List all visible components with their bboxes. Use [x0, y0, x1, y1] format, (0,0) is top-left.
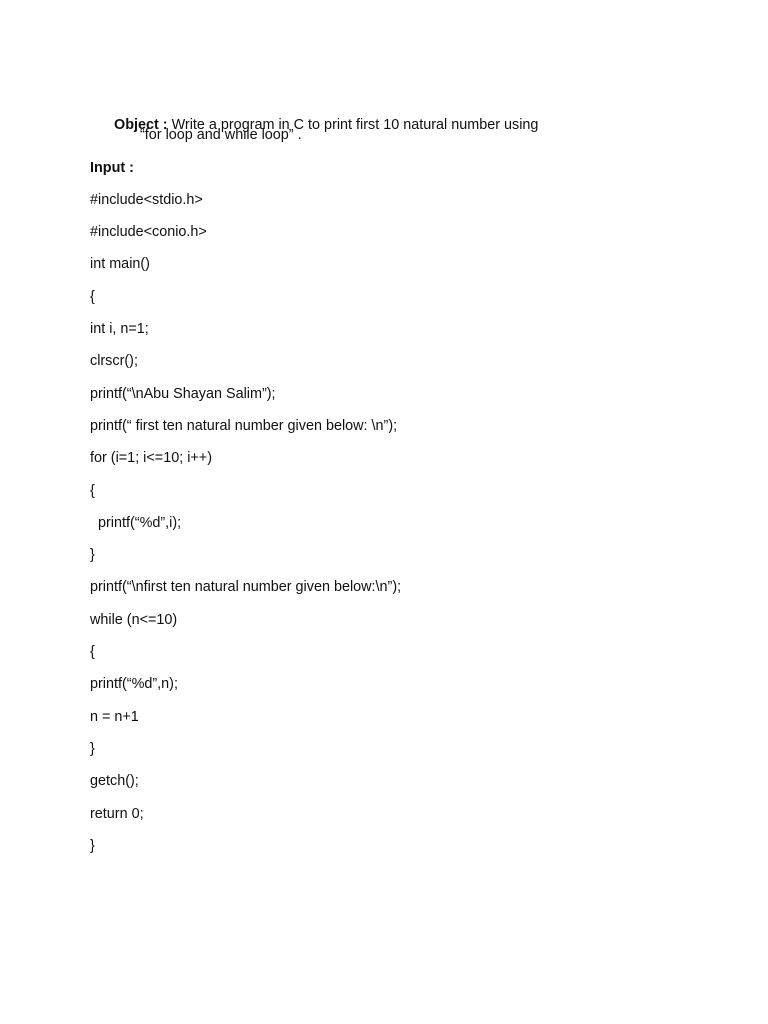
- code-line-15: {: [90, 644, 95, 661]
- code-line-5: int i, n=1;: [90, 321, 149, 338]
- code-line-18: }: [90, 740, 95, 757]
- document-body: [90, 92, 710, 867]
- object-text: Write a program in C to print first 10 natural number using: [167, 117, 539, 133]
- object-line: [90, 92, 710, 133]
- code-line-2: #include<conio.h>: [90, 224, 207, 241]
- code-line-6: clrscr();: [90, 353, 138, 370]
- input-label: Input :: [90, 159, 134, 176]
- code-line-8: printf(“ first ten natural number given below: \n”);: [90, 417, 398, 434]
- code-line-4: {: [90, 288, 95, 305]
- code-line-17: n = n+1: [90, 708, 139, 725]
- code-line-1: #include<stdio.h>: [90, 191, 203, 208]
- code-line-16: printf(“%d”,n);: [90, 676, 178, 693]
- code-line-19: getch();: [90, 773, 139, 790]
- code-line-14: while (n<=10): [90, 611, 178, 628]
- code-line-20: return 0;: [90, 805, 144, 822]
- code-line-12: }: [90, 547, 95, 564]
- code-line-13: printf(“\nfirst ten natural number given below:\n”);: [90, 579, 402, 596]
- code-line-11: printf(“%d”,i);: [90, 514, 182, 531]
- code-line-3: int main(): [90, 256, 150, 273]
- object-continuation: “for loop and while loop” .: [140, 127, 302, 144]
- code-line-21: }: [90, 837, 95, 854]
- code-line-9: for (i=1; i<=10; i++): [90, 450, 212, 467]
- code-line-7: printf(“\nAbu Shayan Salim”);: [90, 385, 276, 402]
- code-line-10: {: [90, 482, 95, 499]
- object-label: Object :: [114, 117, 168, 133]
